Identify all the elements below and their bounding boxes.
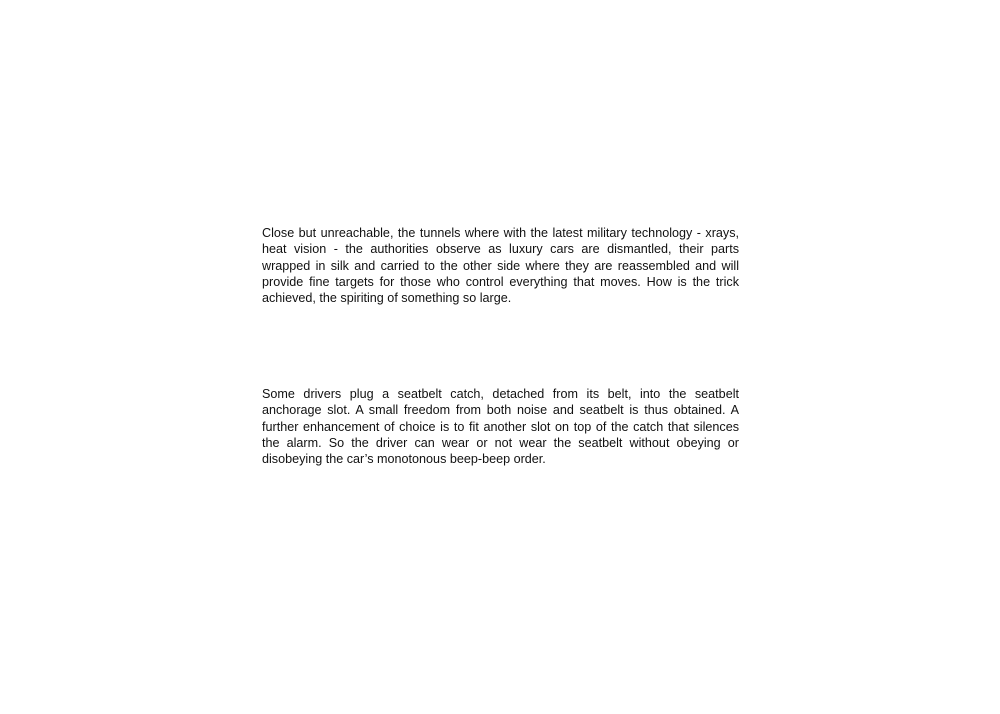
paragraph-seatbelt: Some drivers plug a seatbelt catch, detached from its belt, into the seatbelt anchorage slot. A small freedom from both noise and seatbelt is thus obtained. A further enhancement of choice is to fit another slot on top of the catch that silences the alarm. So the driver can wear or not wear the seatbelt without obeying or disobeying the car’s monotonous beep-beep order. [262, 387, 739, 467]
paragraph-tunnels: Close but unreachable, the tunnels where with the latest military technology - xrays, heat vision - the authorities observe as luxury cars are dismantled, their parts wrapped in silk and carried to the other side where they are reassembled and will provide fine targets for those who control everything that moves. How is the trick achieved, the spiriting of something so large. [262, 226, 739, 306]
